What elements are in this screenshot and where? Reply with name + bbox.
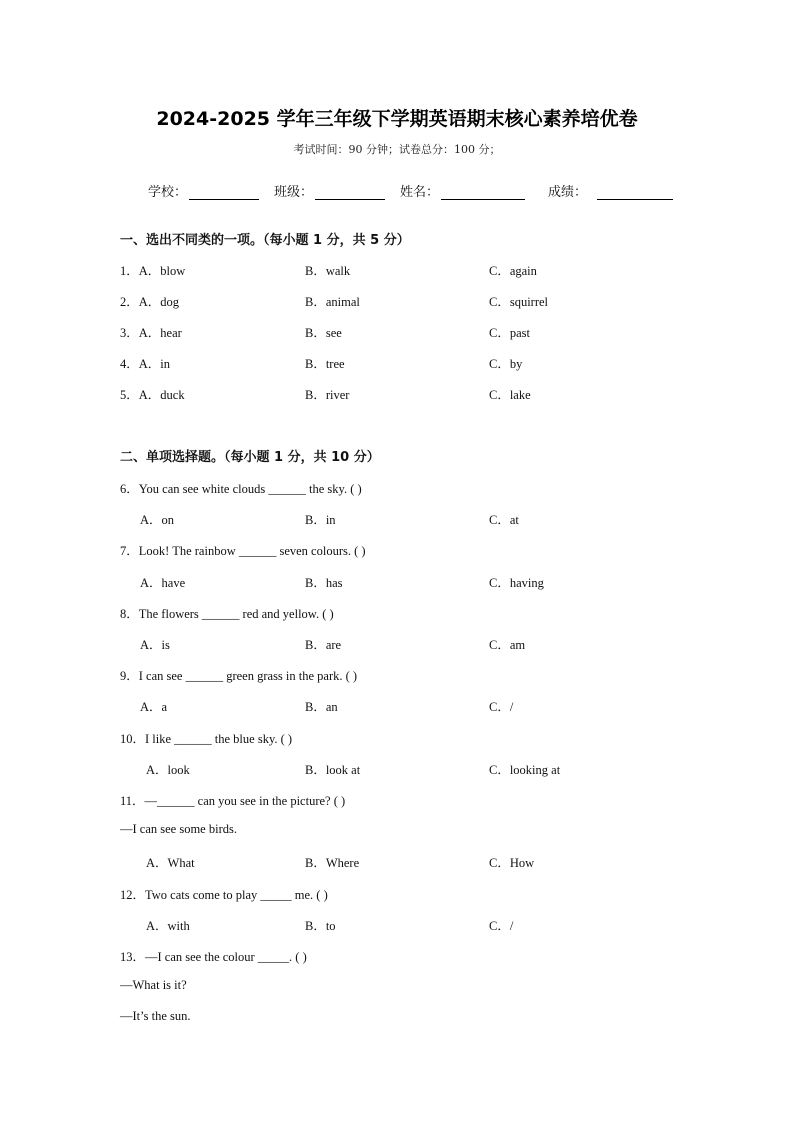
q1-option-b[interactable]: B．walk (305, 264, 351, 278)
q11-option-a[interactable]: A．What (146, 856, 195, 870)
q2-option-a[interactable]: 2．A．dog (120, 295, 180, 309)
q4-option-a[interactable]: 4．A．in (120, 357, 171, 371)
score-label: 成绩： (548, 185, 588, 200)
q10-option-c[interactable]: C．looking at (489, 763, 561, 777)
q5-option-c[interactable]: C．lake (489, 388, 531, 402)
q12-option-c[interactable]: C．/ (489, 919, 514, 933)
class-blank[interactable] (315, 185, 385, 200)
exam-subtitle: 考试时间：90 分钟；试卷总分：100 分； (293, 143, 501, 156)
q11-option-c[interactable]: C．How (489, 856, 535, 870)
q12-option-b[interactable]: B．to (305, 919, 336, 933)
q11-stem: 11．—______ can you see in the picture? ( ) (120, 794, 346, 808)
q7-option-b[interactable]: B．has (305, 576, 343, 590)
name-label: 姓名： (400, 185, 440, 200)
school-blank[interactable] (189, 185, 259, 200)
q6-stem: 6．You can see white clouds ______ the sky. ( ) (120, 482, 362, 496)
q12-stem: 12．Two cats come to play _____ me. ( ) (120, 888, 328, 902)
q5-option-a[interactable]: 5．A．duck (120, 388, 185, 402)
school-label: 学校： (148, 185, 188, 200)
q2-option-b[interactable]: B．animal (305, 295, 360, 309)
q1-option-a[interactable]: 1．A．blow (120, 264, 186, 278)
q8-stem: 8．The flowers ______ red and yellow. ( ) (120, 607, 334, 621)
q3-option-a[interactable]: 3．A．hear (120, 326, 182, 340)
q3-option-c[interactable]: C．past (489, 326, 530, 340)
q9-option-b[interactable]: B．an (305, 700, 338, 714)
q7-option-c[interactable]: C．having (489, 576, 544, 590)
q9-option-a[interactable]: A．a (140, 700, 168, 714)
q7-option-a[interactable]: A．have (140, 576, 186, 590)
q8-option-a[interactable]: A．is (140, 638, 170, 652)
q13-line2: —What is it? (120, 978, 187, 992)
q8-option-b[interactable]: B．are (305, 638, 342, 652)
exam-title: 2024-2025 学年三年级下学期英语期末核心素养培优卷 (156, 108, 638, 130)
q11-option-b[interactable]: B．Where (305, 856, 360, 870)
q6-option-a[interactable]: A．on (140, 513, 175, 527)
q10-option-b[interactable]: B．look at (305, 763, 361, 777)
q4-option-c[interactable]: C．by (489, 357, 523, 371)
q11-answer-line: —I can see some birds. (120, 822, 237, 836)
q9-option-c[interactable]: C．/ (489, 700, 514, 714)
q2-option-c[interactable]: C．squirrel (489, 295, 549, 309)
class-field[interactable] (274, 181, 385, 200)
name-blank[interactable] (441, 185, 525, 200)
q7-stem: 7．Look! The rainbow ______ seven colours. ( ) (120, 544, 366, 558)
score-blank[interactable] (597, 185, 673, 200)
q6-option-b[interactable]: B．in (305, 513, 336, 527)
class-label: 班级： (274, 185, 314, 200)
name-field[interactable] (400, 181, 525, 200)
q10-option-a[interactable]: A．look (146, 763, 190, 777)
q4-option-b[interactable]: B．tree (305, 357, 345, 371)
q8-option-c[interactable]: C．am (489, 638, 526, 652)
score-field[interactable] (548, 181, 673, 200)
q5-option-b[interactable]: B．river (305, 388, 350, 402)
q13-line3: —It’s the sun. (120, 1009, 191, 1023)
q10-stem: 10．I like ______ the blue sky. ( ) (120, 732, 293, 746)
school-field[interactable] (148, 181, 259, 200)
q9-stem: 9．I can see ______ green grass in the park. ( ) (120, 669, 358, 683)
q12-option-a[interactable]: A．with (146, 919, 190, 933)
section2-heading: 二、单项选择题。（每小题 1 分，共 10 分） (120, 450, 380, 465)
q1-option-c[interactable]: C．again (489, 264, 537, 278)
q3-option-b[interactable]: B．see (305, 326, 342, 340)
section1-heading: 一、选出不同类的一项。（每小题 1 分，共 5 分） (120, 233, 410, 248)
q13-stem: 13．—I can see the colour _____. ( ) (120, 950, 307, 964)
q6-option-c[interactable]: C．at (489, 513, 519, 527)
